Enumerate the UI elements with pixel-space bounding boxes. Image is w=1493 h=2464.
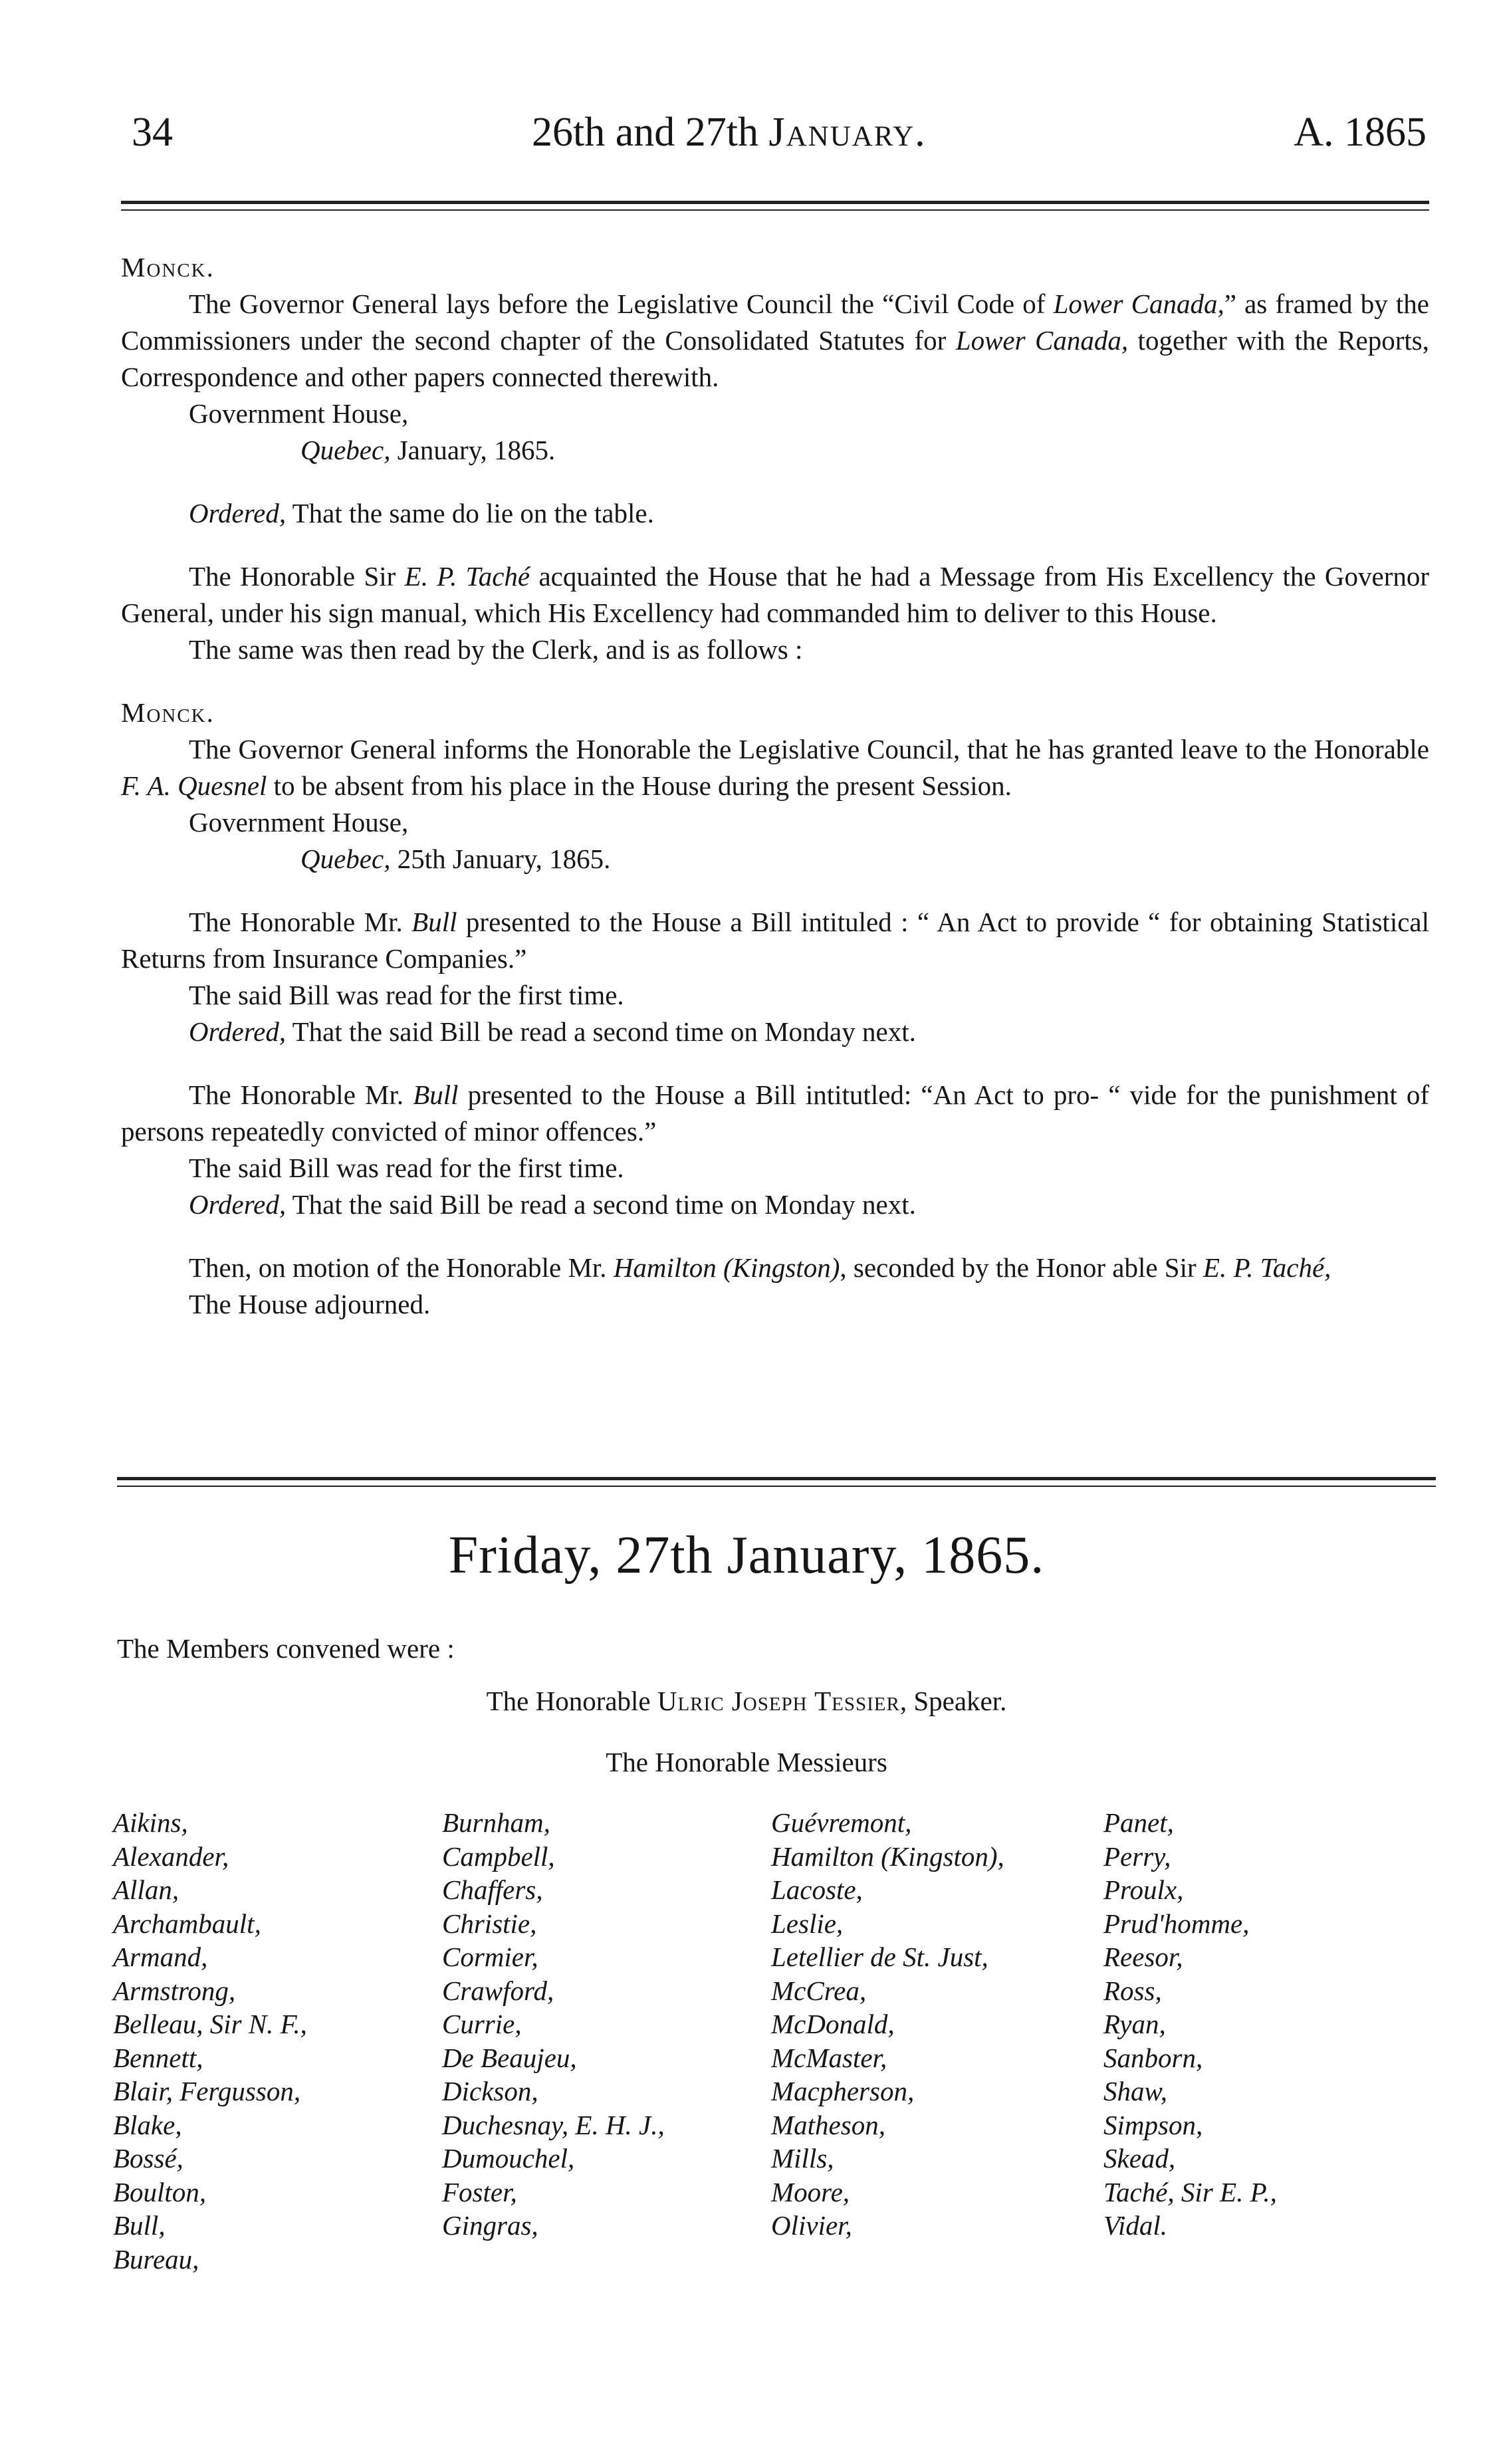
running-head-dates: 26th and 27th	[532, 110, 758, 155]
member-name: Bennett,	[113, 2042, 203, 2073]
member-name: Bull,	[113, 2210, 166, 2241]
members-column-1	[113, 1806, 307, 2276]
bill1-first-reading: The said Bill was read for the first time.	[189, 980, 624, 1010]
bill2-first-reading: The said Bill was read for the first time.	[189, 1153, 624, 1183]
member-name: Archambault,	[113, 1908, 261, 1939]
member-name: Lacoste,	[771, 1874, 863, 1905]
member-name: Mills,	[771, 2143, 834, 2174]
member-name: Bureau,	[113, 2243, 199, 2275]
message2-signature: Monck.	[121, 697, 215, 728]
member-name: McDonald,	[771, 2009, 895, 2039]
member-name: Macpherson,	[771, 2076, 915, 2106]
section-rule	[117, 1477, 1436, 1480]
member-name: Gingras,	[442, 2210, 538, 2241]
speaker-line: The Honorable Ulric Joseph Tessier, Speaker.	[486, 1686, 1007, 1716]
bill1-ordered: Ordered, That the said Bill be read a second time on Monday next.	[189, 1016, 916, 1047]
member-name: Proulx,	[1103, 1874, 1184, 1905]
message2-date: Quebec, 25th January, 1865.	[300, 843, 611, 874]
member-name: Aikins,	[113, 1807, 188, 1838]
member-name: Shaw,	[1103, 2076, 1168, 2106]
member-name: Dickson,	[442, 2076, 538, 2106]
running-head-month: January.	[768, 110, 927, 155]
member-name: Moore,	[771, 2176, 850, 2207]
member-name: Boulton,	[113, 2176, 207, 2207]
bill2-paragraph: The Honorable Mr. Bull presented to the House a Bill intitutled: “An Act to pro- “ vide for the punishment of persons repeatedly convicted of minor offences.”	[121, 1079, 1429, 1147]
member-name: Ryan,	[1103, 2009, 1166, 2039]
member-name: Taché, Sir E. P.,	[1103, 2176, 1277, 2207]
member-name: Ross,	[1103, 1975, 1162, 2006]
friday-heading: Friday, 27th January, 1865.	[448, 1526, 1045, 1585]
member-name: Blair, Fergusson,	[113, 2076, 301, 2106]
member-name: Cormier,	[442, 1942, 538, 1972]
member-name: Armstrong,	[113, 1975, 236, 2006]
member-name: Allan,	[113, 1874, 179, 1905]
member-name: Matheson,	[771, 2109, 885, 2140]
members-column-4	[1103, 1806, 1277, 2243]
adjourned-line: The House adjourned.	[189, 1289, 431, 1319]
member-name: Dumouchel,	[442, 2143, 575, 2174]
message1-place: Government House,	[189, 398, 409, 429]
page-number: 34	[132, 110, 173, 155]
members-column-2	[442, 1806, 665, 2243]
member-name: Prud'homme,	[1103, 1908, 1250, 1939]
member-name: Vidal.	[1103, 2210, 1168, 2241]
member-name: Chaffers,	[442, 1874, 543, 1905]
member-name: Campbell,	[442, 1841, 555, 1872]
member-name: Reesor,	[1103, 1942, 1183, 1972]
message2-place: Government House,	[189, 807, 409, 838]
member-name: Duchesnay, E. H. J.,	[442, 2109, 665, 2140]
message1-signature: Monck.	[121, 252, 215, 282]
tache-message-paragraph: The Honorable Sir E. P. Taché acquainted the House that he had a Message from His Excellency the Governor General, under his sign manual, which His Excellency had commanded him to deliver to this House.	[121, 561, 1429, 628]
member-name: Burnham,	[442, 1807, 550, 1838]
message2-body: The Governor General informs the Honorable the Legislative Council, that he has granted leave to the Honorable F. A. Quesnel to be absent from his place in the House during the present Session.	[121, 734, 1429, 801]
member-name: Olivier,	[771, 2210, 852, 2241]
member-name: Bossé,	[113, 2143, 183, 2174]
proceedings-text	[121, 249, 1429, 1323]
member-name: Belleau, Sir N. F.,	[113, 2009, 307, 2039]
member-name: Alexander,	[113, 1841, 229, 1872]
member-name: De Beaujeu,	[442, 2042, 577, 2073]
member-name: Guévremont,	[771, 1807, 912, 1838]
member-name: Perry,	[1103, 1841, 1171, 1872]
member-name: Currie,	[442, 2009, 522, 2039]
member-name: Foster,	[442, 2176, 517, 2207]
message-read-line: The same was then read by the Clerk, and is as follows :	[189, 634, 803, 665]
ordered-lie-on-table: Ordered, That the same do lie on the table.	[189, 498, 654, 528]
member-name: McMaster,	[771, 2042, 887, 2073]
running-head-year: A. 1865	[1294, 110, 1427, 155]
message1-date: Quebec, January, 1865.	[300, 435, 556, 465]
member-name: Armand,	[113, 1942, 208, 1972]
member-name: Crawford,	[442, 1975, 554, 2006]
members-column-3	[771, 1806, 1004, 2243]
member-name: Panet,	[1103, 1807, 1174, 1838]
running-head-title	[532, 112, 927, 153]
member-name: Blake,	[113, 2109, 182, 2140]
member-name: Letellier de St. Just,	[771, 1942, 988, 1972]
member-name: Leslie,	[771, 1908, 844, 1939]
member-name: Skead,	[1103, 2143, 1176, 2174]
member-name: Sanborn,	[1103, 2042, 1203, 2073]
member-name: Hamilton (Kingston),	[771, 1841, 1004, 1872]
member-name: Christie,	[442, 1908, 537, 1939]
message1-body: The Governor General lays before the Legislative Council the “Civil Code of Lower Canada,” as framed by the Commissioners under the second chapter of the Consolidated Statutes for Lower Canada, together with the Reports, Correspondence and other papers connected therewith.	[121, 288, 1429, 392]
member-name: McCrea,	[771, 1975, 867, 2006]
bill1-paragraph: The Honorable Mr. Bull presented to the House a Bill intituled : “ An Act to provide “ for obtaining Statistical Returns from Insurance Companies.”	[121, 907, 1429, 974]
messieurs-heading: The Honorable Messieurs	[606, 1747, 887, 1777]
members-convened: The Members convened were :	[117, 1633, 455, 1664]
adjourn-paragraph: Then, on motion of the Honorable Mr. Hamilton (Kingston), seconded by the Honor able Sir E. P. Taché,	[189, 1252, 1331, 1283]
bill2-ordered: Ordered, That the said Bill be read a second time on Monday next.	[189, 1189, 916, 1220]
header-rule	[121, 201, 1429, 204]
member-name: Simpson,	[1103, 2109, 1203, 2140]
